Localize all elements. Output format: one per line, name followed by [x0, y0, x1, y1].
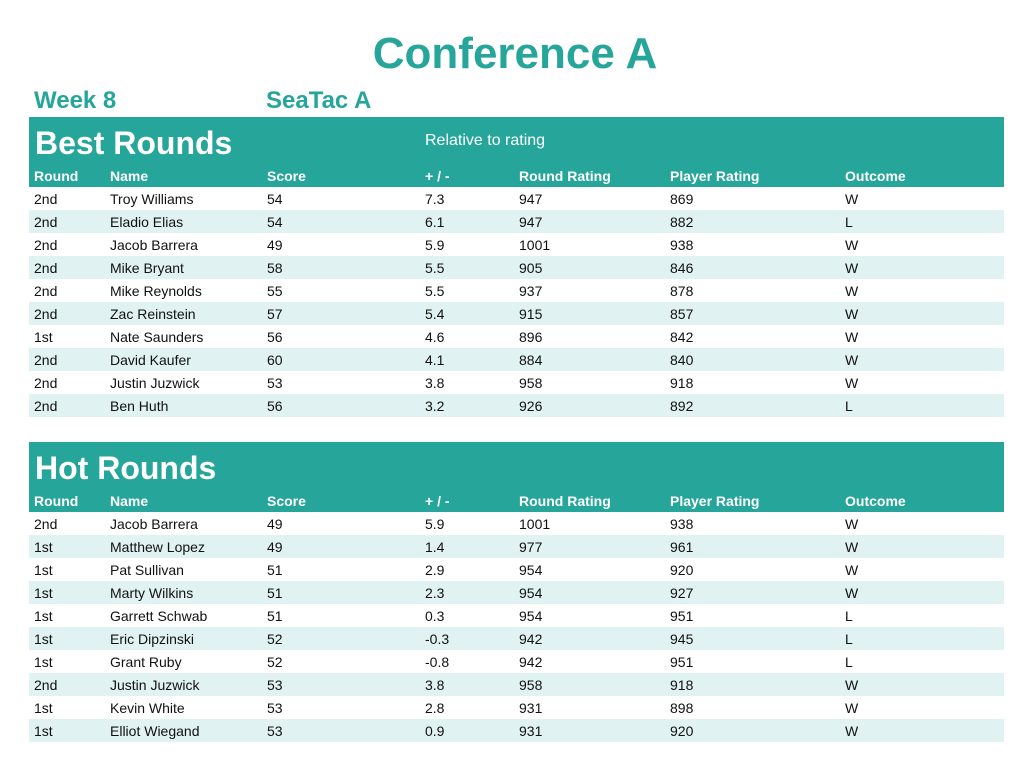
week-label: Week 8 [34, 87, 117, 114]
player-rating-cell: 857 [670, 305, 694, 322]
score-cell: 56 [267, 397, 283, 414]
name-cell: Grant Ruby [110, 653, 182, 670]
round-rating-cell: 931 [519, 699, 543, 716]
round-cell: 1st [34, 722, 53, 739]
name-cell: Garrett Schwab [110, 607, 208, 624]
round-rating-cell: 896 [519, 328, 543, 345]
plus-minus-cell: 1.4 [425, 538, 445, 555]
table-row [29, 512, 1004, 535]
name-cell: Pat Sullivan [110, 561, 184, 578]
plus-minus-cell: 5.5 [425, 259, 445, 276]
name-cell: Zac Reinstein [110, 305, 196, 322]
table-row [29, 302, 1004, 325]
player-rating-cell: 882 [670, 213, 694, 230]
table-row [29, 650, 1004, 673]
score-cell: 53 [267, 676, 283, 693]
name-cell: Jacob Barrera [110, 236, 198, 253]
player-rating-cell: 918 [670, 676, 694, 693]
best-rounds-rows [29, 187, 1004, 417]
round-cell: 2nd [34, 351, 58, 368]
hot-rounds-section [29, 442, 1004, 742]
round-cell: 2nd [34, 282, 58, 299]
table-row [29, 348, 1004, 371]
name-cell: Nate Saunders [110, 328, 204, 345]
outcome-cell: W [845, 699, 859, 716]
player-rating-cell: 918 [670, 374, 694, 391]
round-cell: 1st [34, 699, 53, 716]
table-row [29, 187, 1004, 210]
score-cell: 54 [267, 213, 283, 230]
round-rating-cell: 942 [519, 630, 543, 647]
table-row [29, 233, 1004, 256]
plus-minus-cell: 2.8 [425, 699, 445, 716]
name-cell: Eladio Elias [110, 213, 184, 230]
round-rating-cell: 977 [519, 538, 543, 555]
best-rounds-header [29, 117, 1004, 187]
round-rating-cell: 905 [519, 259, 543, 276]
round-cell: 1st [34, 561, 53, 578]
plus-minus-cell: 4.6 [425, 328, 445, 345]
column-header-outcome: Outcome [845, 493, 906, 509]
name-cell: Mike Reynolds [110, 282, 202, 299]
column-header-plus-minus: + / - [425, 493, 450, 509]
score-cell: 51 [267, 561, 283, 578]
outcome-cell: W [845, 561, 859, 578]
round-cell: 2nd [34, 515, 58, 532]
round-cell: 2nd [34, 259, 58, 276]
table-row [29, 371, 1004, 394]
outcome-cell: W [845, 259, 859, 276]
table-row [29, 394, 1004, 417]
round-cell: 2nd [34, 397, 58, 414]
table-row [29, 210, 1004, 233]
round-cell: 1st [34, 584, 53, 601]
round-cell: 1st [34, 630, 53, 647]
outcome-cell: L [845, 397, 853, 414]
plus-minus-cell: 0.3 [425, 607, 445, 624]
round-rating-cell: 958 [519, 374, 543, 391]
round-rating-cell: 947 [519, 190, 543, 207]
table-row [29, 673, 1004, 696]
name-cell: Eric Dipzinski [110, 630, 195, 647]
best-rounds-title: Best Rounds [35, 125, 233, 161]
score-cell: 52 [267, 630, 283, 647]
name-cell: Elliot Wiegand [110, 722, 200, 739]
table-row [29, 604, 1004, 627]
plus-minus-cell: 0.9 [425, 722, 445, 739]
name-cell: Ben Huth [110, 397, 169, 414]
score-cell: 49 [267, 538, 283, 555]
round-rating-cell: 937 [519, 282, 543, 299]
player-rating-cell: 920 [670, 722, 694, 739]
plus-minus-cell: 5.9 [425, 515, 445, 532]
player-rating-cell: 892 [670, 397, 694, 414]
plus-minus-cell: 3.8 [425, 374, 445, 391]
column-header-player-rating: Player Rating [670, 493, 760, 509]
round-rating-cell: 958 [519, 676, 543, 693]
player-rating-cell: 951 [670, 607, 694, 624]
plus-minus-cell: 4.1 [425, 351, 445, 368]
column-header-outcome: Outcome [845, 168, 906, 184]
hot-rounds-title: Hot Rounds [35, 450, 217, 486]
column-header-score: Score [267, 168, 306, 184]
column-header-round: Round [34, 493, 79, 509]
name-cell: Justin Juzwick [110, 676, 200, 693]
plus-minus-cell: -0.8 [425, 653, 450, 670]
name-cell: Troy Williams [110, 190, 194, 207]
outcome-cell: W [845, 538, 859, 555]
round-cell: 1st [34, 653, 53, 670]
name-cell: Marty Wilkins [110, 584, 194, 601]
score-cell: 57 [267, 305, 283, 322]
round-rating-cell: 931 [519, 722, 543, 739]
round-cell: 2nd [34, 213, 58, 230]
round-rating-cell: 954 [519, 561, 543, 578]
outcome-cell: W [845, 282, 859, 299]
round-rating-cell: 884 [519, 351, 543, 368]
column-header-round-rating: Round Rating [519, 493, 611, 509]
round-cell: 2nd [34, 236, 58, 253]
table-row [29, 325, 1004, 348]
round-rating-cell: 1001 [519, 515, 551, 532]
outcome-cell: W [845, 584, 859, 601]
column-header-plus-minus: + / - [425, 168, 450, 184]
round-cell: 2nd [34, 305, 58, 322]
hot-rounds-header [29, 442, 1004, 512]
column-header-score: Score [267, 493, 306, 509]
outcome-cell: L [845, 653, 853, 670]
player-rating-cell: 938 [670, 515, 694, 532]
plus-minus-cell: 2.3 [425, 584, 445, 601]
plus-minus-cell: 5.9 [425, 236, 445, 253]
score-cell: 53 [267, 699, 283, 716]
round-cell: 1st [34, 607, 53, 624]
outcome-cell: W [845, 190, 859, 207]
score-cell: 51 [267, 607, 283, 624]
round-rating-cell: 1001 [519, 236, 551, 253]
name-cell: Mike Bryant [110, 259, 184, 276]
round-rating-cell: 954 [519, 607, 543, 624]
round-rating-cell: 954 [519, 584, 543, 601]
player-rating-cell: 840 [670, 351, 694, 368]
outcome-cell: W [845, 676, 859, 693]
plus-minus-cell: 3.8 [425, 676, 445, 693]
outcome-cell: W [845, 722, 859, 739]
table-row [29, 719, 1004, 742]
table-row [29, 535, 1004, 558]
score-cell: 49 [267, 236, 283, 253]
round-cell: 2nd [34, 676, 58, 693]
plus-minus-cell: 6.1 [425, 213, 445, 230]
best-rounds-subtitle: Relative to rating [425, 132, 546, 149]
name-cell: Justin Juzwick [110, 374, 200, 391]
round-rating-cell: 915 [519, 305, 543, 322]
hot-rounds-column-headers [29, 490, 1004, 512]
table-row [29, 581, 1004, 604]
outcome-cell: L [845, 630, 853, 647]
score-cell: 53 [267, 374, 283, 391]
plus-minus-cell: 3.2 [425, 397, 445, 414]
best-rounds-column-headers [29, 165, 1004, 187]
score-cell: 53 [267, 722, 283, 739]
plus-minus-cell: -0.3 [425, 630, 450, 647]
plus-minus-cell: 5.4 [425, 305, 445, 322]
column-header-name: Name [110, 493, 149, 509]
round-rating-cell: 942 [519, 653, 543, 670]
player-rating-cell: 846 [670, 259, 694, 276]
column-header-round: Round [34, 168, 79, 184]
name-cell: Jacob Barrera [110, 515, 198, 532]
table-row [29, 696, 1004, 719]
round-rating-cell: 926 [519, 397, 543, 414]
name-cell: David Kaufer [110, 351, 191, 368]
score-cell: 60 [267, 351, 283, 368]
round-cell: 2nd [34, 190, 58, 207]
column-header-round-rating: Round Rating [519, 168, 611, 184]
round-cell: 2nd [34, 374, 58, 391]
player-rating-cell: 842 [670, 328, 694, 345]
column-header-name: Name [110, 168, 149, 184]
round-cell: 1st [34, 328, 53, 345]
hot-rounds-rows [29, 512, 1004, 742]
player-rating-cell: 869 [670, 190, 694, 207]
table-row [29, 627, 1004, 650]
outcome-cell: W [845, 305, 859, 322]
player-rating-cell: 878 [670, 282, 694, 299]
round-cell: 1st [34, 538, 53, 555]
best-rounds-section [29, 117, 1004, 417]
player-rating-cell: 927 [670, 584, 694, 601]
plus-minus-cell: 5.5 [425, 282, 445, 299]
plus-minus-cell: 2.9 [425, 561, 445, 578]
plus-minus-cell: 7.3 [425, 190, 445, 207]
name-cell: Matthew Lopez [110, 538, 205, 555]
player-rating-cell: 920 [670, 561, 694, 578]
table-row [29, 279, 1004, 302]
outcome-cell: W [845, 236, 859, 253]
outcome-cell: W [845, 374, 859, 391]
score-cell: 55 [267, 282, 283, 299]
player-rating-cell: 961 [670, 538, 694, 555]
player-rating-cell: 938 [670, 236, 694, 253]
score-cell: 56 [267, 328, 283, 345]
score-cell: 54 [267, 190, 283, 207]
table-row [29, 256, 1004, 279]
outcome-cell: L [845, 607, 853, 624]
name-cell: Kevin White [110, 699, 185, 716]
table-row [29, 558, 1004, 581]
team-label: SeaTac A [266, 87, 372, 114]
score-cell: 52 [267, 653, 283, 670]
player-rating-cell: 945 [670, 630, 694, 647]
score-cell: 49 [267, 515, 283, 532]
player-rating-cell: 951 [670, 653, 694, 670]
outcome-cell: L [845, 213, 853, 230]
outcome-cell: W [845, 328, 859, 345]
score-cell: 58 [267, 259, 283, 276]
score-cell: 51 [267, 584, 283, 601]
round-rating-cell: 947 [519, 213, 543, 230]
outcome-cell: W [845, 351, 859, 368]
player-rating-cell: 898 [670, 699, 694, 716]
page-title: Conference A [372, 29, 658, 78]
outcome-cell: W [845, 515, 859, 532]
column-header-player-rating: Player Rating [670, 168, 760, 184]
